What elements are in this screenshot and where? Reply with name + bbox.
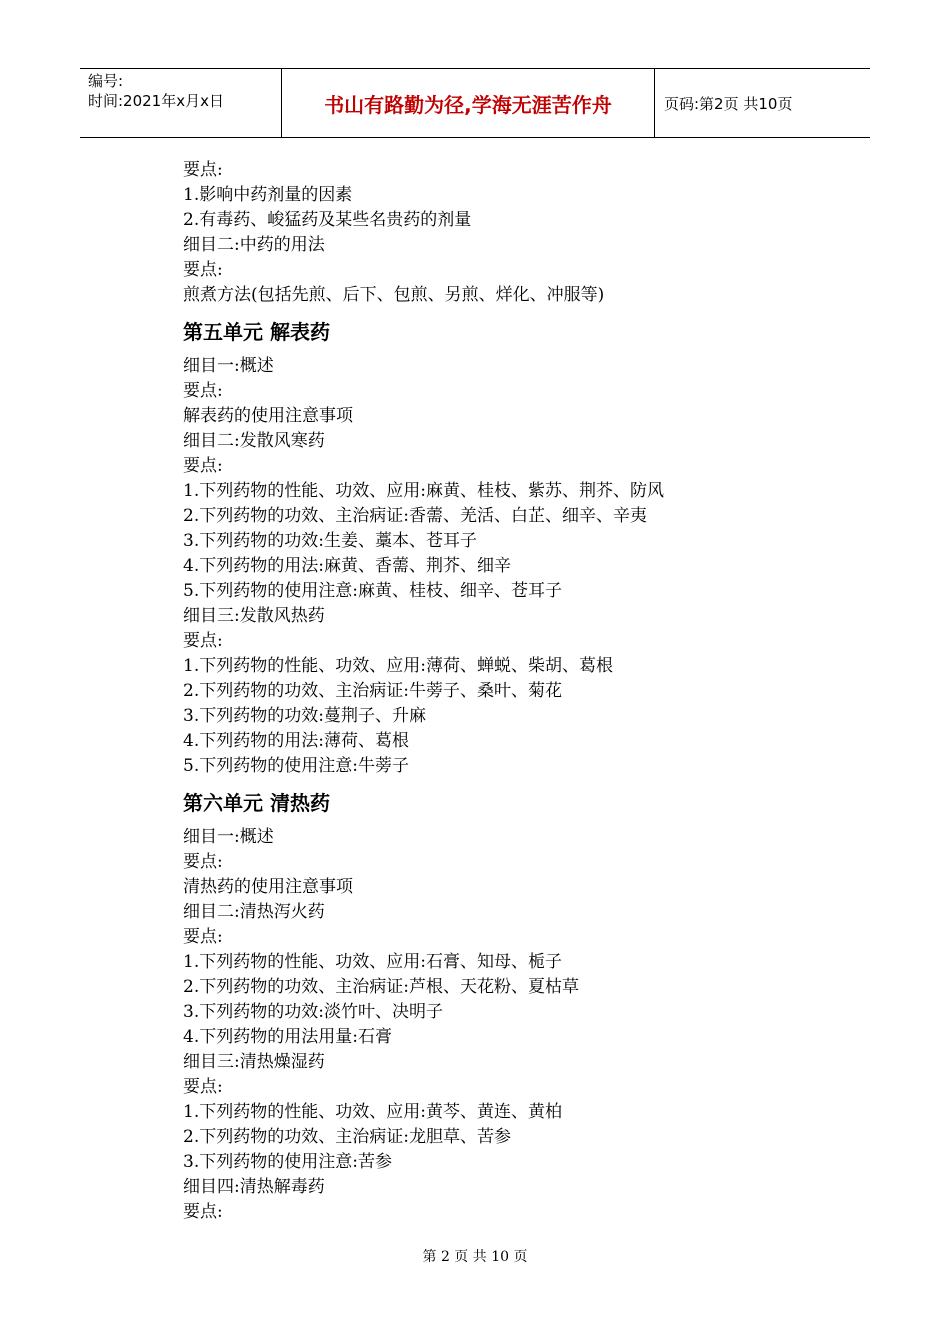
text-line: 3.下列药物的使用注意:苦参 xyxy=(183,1152,392,1172)
text-line: 1.影响中药剂量的因素 xyxy=(183,185,353,205)
motto-text: 书山有路勤为径,学海无涯苦作舟 xyxy=(324,92,612,117)
time-label: 时间:2021年x月x日 xyxy=(88,92,224,110)
text-line: 要点: xyxy=(183,927,223,947)
text-line: 要点: xyxy=(183,852,223,872)
text-line: 要点: xyxy=(183,631,223,651)
text-line: 2.下列药物的功效、主治病证:香薷、羌活、白芷、细辛、辛夷 xyxy=(183,506,647,526)
text-line: 5.下列药物的使用注意:麻黄、桂枝、细辛、苍耳子 xyxy=(183,581,562,601)
text-line: 2.下列药物的功效、主治病证:芦根、天花粉、夏枯草 xyxy=(183,977,579,997)
text-line: 细目二:中药的用法 xyxy=(183,235,325,255)
text-line: 2.有毒药、峻猛药及某些名贵药的剂量 xyxy=(183,210,472,230)
text-line: 要点: xyxy=(183,381,223,401)
text-line: 4.下列药物的用法:薄荷、葛根 xyxy=(183,731,409,751)
text-line: 3.下列药物的功效:淡竹叶、决明子 xyxy=(183,1002,443,1022)
text-line: 1.下列药物的性能、功效、应用:石膏、知母、栀子 xyxy=(183,952,562,972)
text-line: 解表药的使用注意事项 xyxy=(183,406,353,426)
header-meta-cell xyxy=(80,69,282,137)
text-line: 4.下列药物的用法:麻黄、香薷、荆芥、细辛 xyxy=(183,556,511,576)
unit-heading: 第五单元 解表药 xyxy=(183,320,330,344)
page-header xyxy=(80,68,870,138)
document-body xyxy=(183,158,823,1225)
text-line: 要点: xyxy=(183,260,223,280)
text-line: 要点: xyxy=(183,160,223,180)
text-line: 2.下列药物的功效、主治病证:牛蒡子、桑叶、菊花 xyxy=(183,681,562,701)
text-line: 细目二:清热泻火药 xyxy=(183,902,325,922)
header-motto-cell xyxy=(282,69,655,137)
text-line: 细目三:发散风热药 xyxy=(183,606,325,626)
page-info: 页码:第2页 共10页 xyxy=(664,94,793,113)
text-line: 细目一:概述 xyxy=(183,827,274,847)
text-line: 3.下列药物的功效:生姜、藁本、苍耳子 xyxy=(183,531,477,551)
text-line: 细目二:发散风寒药 xyxy=(183,431,325,451)
text-line: 要点: xyxy=(183,1077,223,1097)
number-label: 编号: xyxy=(88,72,124,90)
footer-page-number: 第 2 页 共 10 页 xyxy=(422,1249,528,1265)
text-line: 细目三:清热燥湿药 xyxy=(183,1052,325,1072)
text-line: 1.下列药物的性能、功效、应用:麻黄、桂枝、紫苏、荆芥、防风 xyxy=(183,481,664,501)
text-line: 2.下列药物的功效、主治病证:龙胆草、苦参 xyxy=(183,1127,511,1147)
page-footer xyxy=(0,1246,950,1266)
text-line: 1.下列药物的性能、功效、应用:薄荷、蝉蜕、柴胡、葛根 xyxy=(183,656,613,676)
text-line: 要点: xyxy=(183,1202,223,1222)
text-line: 要点: xyxy=(183,456,223,476)
text-line: 细目四:清热解毒药 xyxy=(183,1177,325,1197)
text-line: 煎煮方法(包括先煎、后下、包煎、另煎、烊化、冲服等) xyxy=(183,285,605,305)
text-line: 3.下列药物的功效:蔓荆子、升麻 xyxy=(183,706,426,726)
text-line: 清热药的使用注意事项 xyxy=(183,877,353,897)
unit-heading: 第六单元 清热药 xyxy=(183,791,330,815)
text-line: 细目一:概述 xyxy=(183,356,274,376)
text-line: 1.下列药物的性能、功效、应用:黄芩、黄连、黄柏 xyxy=(183,1102,562,1122)
text-line: 4.下列药物的用法用量:石膏 xyxy=(183,1027,392,1047)
text-line: 5.下列药物的使用注意:牛蒡子 xyxy=(183,756,409,776)
header-page-cell xyxy=(655,69,870,137)
